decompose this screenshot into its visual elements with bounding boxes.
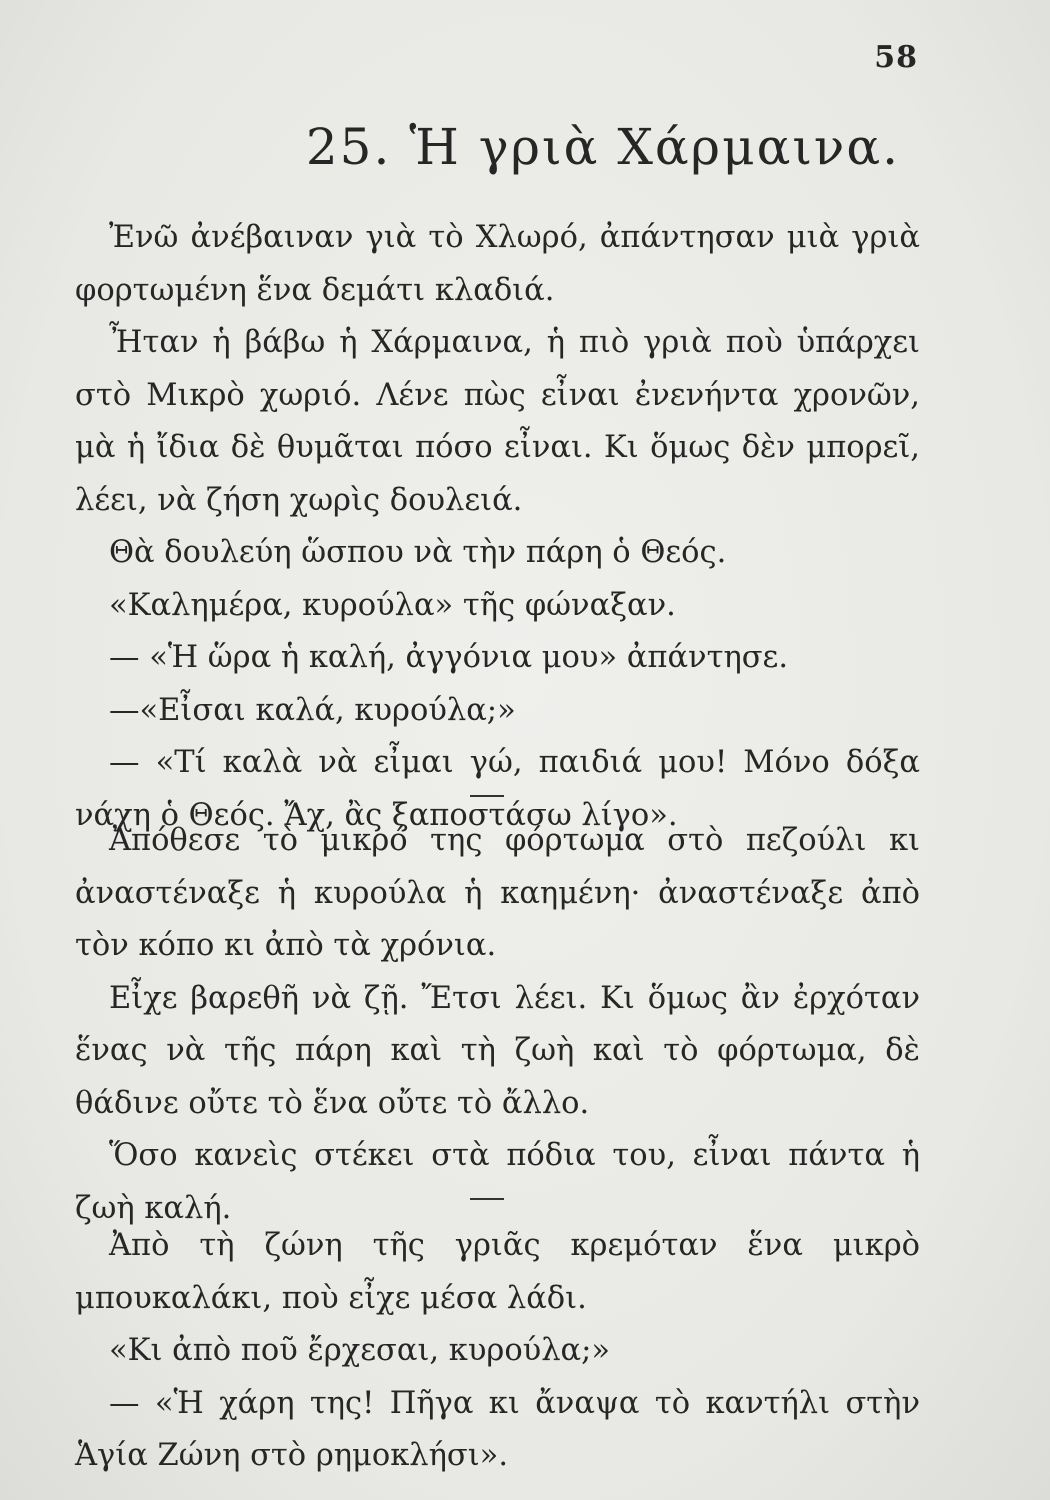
paragraph: Ἐνῶ ἀνέβαιναν γιὰ τὸ Χλωρό, ἀπάντησαν μιὰ γριὰ φορτωμένη ἕνα δεμάτι κλαδιά.: [75, 220, 920, 308]
paragraph: «Καλημέρα, κυρούλα» τῆς φώναξαν.: [109, 587, 676, 623]
paragraph: Ὅσο κανεὶς στέκει στὰ πόδια του, εἶναι πάντα ἡ ζωὴ καλή.: [75, 1138, 920, 1226]
section-divider: [470, 795, 504, 797]
dialogue-line: «Κι ἀπὸ ποῦ ἔρχεσαι, κυρούλα;»: [109, 1333, 611, 1368]
chapter-title: 25. Ἡ γριὰ Χάρμαινα.: [305, 118, 900, 176]
paragraph: Ἀπόθεσε τὸ μικρό της φόρτωμα στὸ πεζούλι κι ἀναστέναξε ἡ κυρούλα ἡ καημένη· ἀναστέναξε ἀπὸ τὸν κόπο κι ἀπὸ τὰ χρόνια.: [75, 823, 920, 963]
section-divider: [470, 1198, 504, 1200]
paragraph: Ἀπὸ τὴ ζώνη τῆς γριᾶς κρεμόταν ἕνα μικρὸ μπουκαλάκι, ποὺ εἶχε μέσα λάδι.: [75, 1228, 920, 1316]
paragraph: Θὰ δουλεύη ὥσπου νὰ τὴν πάρη ὁ Θεός.: [109, 535, 727, 570]
paragraph: Ἦταν ἡ βάβω ἡ Χάρμαινα, ἡ πιὸ γριὰ ποὺ ὑπάρχει στὸ Μικρὸ χωριό. Λένε πὼς εἶναι ἐνενήντα χρονῶν, μὰ ἡ ἴδια δὲ θυμᾶται πόσο εἶναι. Κι ὅμως δὲν μπορεῖ, λέει, νὰ ζήση χωρὶς δουλειά.: [75, 325, 920, 518]
paragraph: Εἶχε βαρεθῆ νὰ ζῇ. Ἔτσι λέει. Κι ὅμως ἂν ἐρχόταν ἕνας νὰ τῆς πάρη καὶ τὴ ζωὴ καὶ τὸ φόρτωμα, δὲ θάδινε οὔτε τὸ ἕνα οὔτε τὸ ἄλλο.: [75, 980, 920, 1121]
dialogue-line: — «Ἡ χάρη της! Πῆγα κι ἄναψα τὸ καντήλι στὴν Ἁγία Ζώνη στὸ ρημοκλήσι».: [75, 1385, 920, 1473]
text-section-1: [75, 212, 920, 842]
page-number: 58: [874, 40, 918, 75]
text-section-2: [75, 815, 920, 1235]
dialogue-line: — «Ἡ ὥρα ἡ καλή, ἀγγόνια μου» ἀπάντησε.: [109, 640, 789, 675]
dialogue-line: — «Τί καλὰ νὰ εἶμαι γώ, παιδιά μου! Μόνο δόξα νάχη ὁ Θεός. Ἄχ, ἂς ξαποστάσω λίγο».: [75, 745, 920, 833]
dialogue-line: —«Εἶσαι καλά, κυρούλα;»: [109, 692, 516, 728]
text-section-3: [75, 1220, 920, 1483]
